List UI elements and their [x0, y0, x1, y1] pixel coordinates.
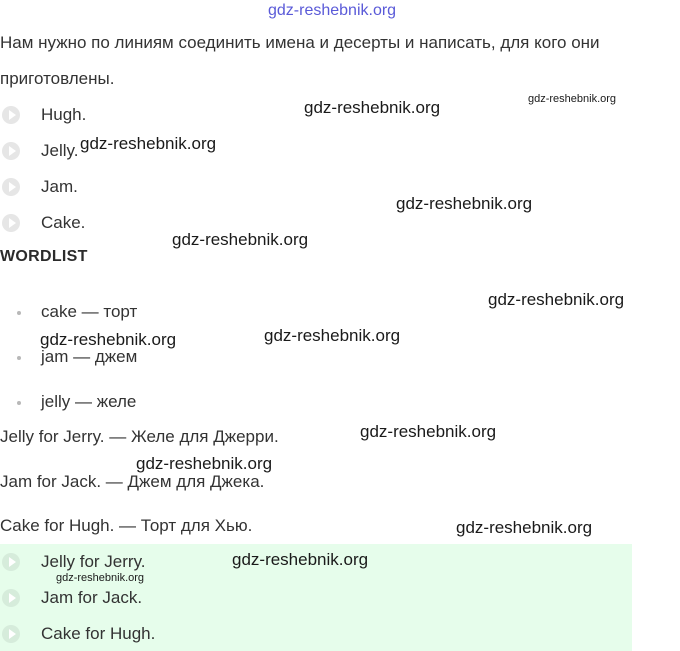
- watermark: gdz-reshebnik.org: [456, 518, 593, 537]
- translation-line: Jelly for Jerry. — Желе для Джерри.: [0, 427, 279, 446]
- bullet-icon: [17, 401, 21, 405]
- watermark: gdz-reshebnik.org: [80, 134, 217, 153]
- audio-item-jam: Jam.: [41, 177, 78, 196]
- watermark: gdz-reshebnik.org: [172, 230, 309, 249]
- translation-line: Jam for Jack. — Джем для Джека.: [0, 472, 265, 491]
- play-icon[interactable]: [2, 178, 20, 196]
- watermark: gdz-reshebnik.org: [396, 194, 533, 213]
- play-icon[interactable]: [2, 214, 20, 232]
- play-icon[interactable]: [2, 106, 20, 124]
- play-icon[interactable]: [2, 589, 20, 607]
- audio-item-jelly: Jelly.: [41, 141, 79, 160]
- watermark-top: gdz-reshebnik.org: [268, 2, 397, 19]
- watermark: gdz-reshebnik.org: [136, 454, 273, 473]
- translation-line: Cake for Hugh. — Торт для Хью.: [0, 516, 253, 535]
- answer-item: Jelly for Jerry.: [41, 552, 146, 571]
- watermark: gdz-reshebnik.org: [264, 326, 401, 345]
- answer-item: Cake for Hugh.: [41, 624, 156, 643]
- watermark: gdz-reshebnik.org: [56, 572, 145, 584]
- watermark: gdz-reshebnik.org: [528, 93, 617, 105]
- bullet-icon: [17, 356, 21, 360]
- play-icon[interactable]: [2, 625, 20, 643]
- play-icon[interactable]: [2, 142, 20, 160]
- intro-text: Нам нужно по линиям соединить имена и десерты и написать, для кого они приготовлены.: [0, 33, 600, 88]
- audio-item-hugh: Hugh.: [41, 105, 87, 124]
- play-icon[interactable]: [2, 553, 20, 571]
- wordlist-heading: WORDLIST: [0, 248, 88, 265]
- audio-item-cake: Cake.: [41, 213, 86, 232]
- watermark: gdz-reshebnik.org: [488, 290, 625, 309]
- watermark: gdz-reshebnik.org: [360, 422, 497, 441]
- bullet-icon: [17, 311, 21, 315]
- wordlist-item: jam — джем: [41, 347, 138, 366]
- watermark: gdz-reshebnik.org: [40, 330, 177, 349]
- wordlist-item: jelly — желе: [41, 392, 137, 411]
- watermark: gdz-reshebnik.org: [232, 550, 369, 569]
- answer-item: Jam for Jack.: [41, 588, 143, 607]
- watermark: gdz-reshebnik.org: [304, 98, 441, 117]
- wordlist-item: cake — торт: [41, 302, 138, 321]
